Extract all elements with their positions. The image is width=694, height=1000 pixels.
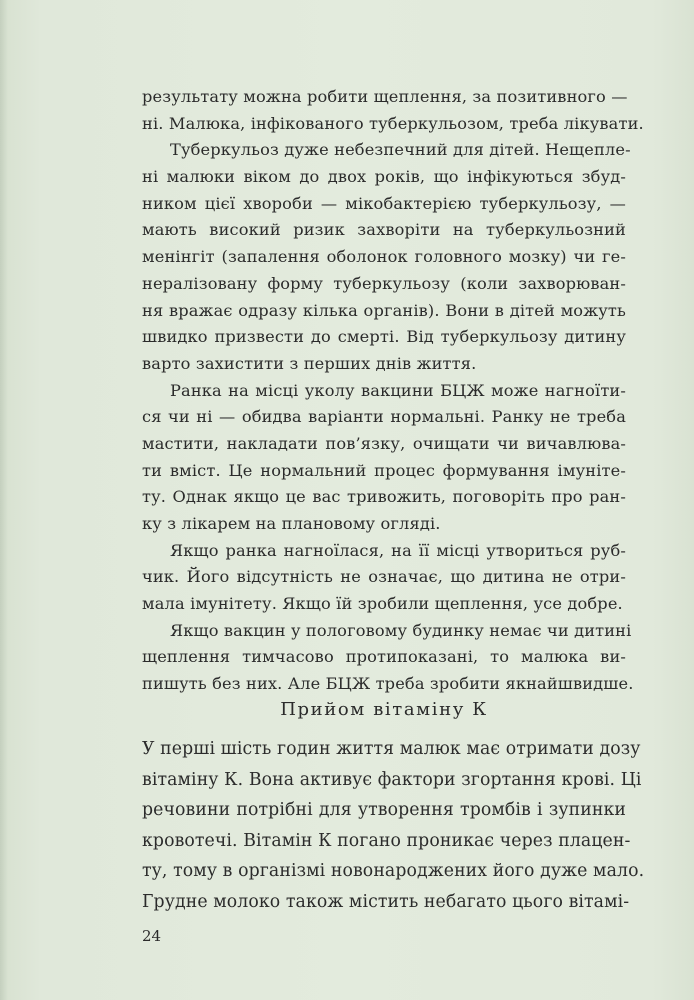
text-line: У перші шість годин життя малюк має отримати дозу [142, 739, 641, 759]
text-line: ся чи ні — обидва варіанти нормальні. Ранку не треба [142, 407, 626, 427]
text-line: Туберкульоз дуже небезпечний для дітей. Нещепле- [170, 140, 631, 160]
text-line: ту. Однак якщо це вас тривожить, поговоріть про ран- [142, 487, 626, 507]
text-line: ку з лікарем на плановому огляді. [142, 514, 441, 533]
page-number: 24 [142, 927, 162, 945]
text-line: ня вражає одразу кілька органів). Вони в дітей можуть [142, 300, 626, 320]
spine-shadow [0, 0, 8, 1000]
text-line: ні малюки віком до двох років, що інфікуються збуд- [142, 167, 626, 187]
text-line: речовини потрібні для утворення тромбів і зупинки [142, 800, 626, 821]
text-line: ником цієї хвороби — мікобактерією туберкульозу, — [142, 193, 626, 213]
text-line: менінгіт (запалення оболонок головного мозку) чи ге- [142, 247, 626, 267]
text-line: результату можна робити щеплення, за позитивного — [142, 87, 628, 106]
text-line: Грудне молоко також містить небагато цього вітамі- [142, 891, 630, 912]
text-line: Якщо вакцин у пологовому будинку немає чи дитині [170, 620, 632, 640]
body-text [142, 84, 644, 698]
text-line: ти вміст. Це нормальний процес формування імуніте- [142, 460, 626, 480]
section-heading: Прийом вітаміну К [280, 699, 488, 720]
text-line: Якщо ранка нагноїлася, на її місці утвориться руб- [170, 540, 626, 560]
text-line: швидко призвести до смерті. Від туберкульозу дитину [142, 327, 626, 347]
text-line: вітаміну К. Вона активує фактори згортання крові. Ці [142, 769, 642, 790]
section-text [142, 734, 645, 918]
text-line: чик. Його відсутність не означає, що дитина не отри- [142, 567, 626, 587]
text-line: нералізовану форму туберкульозу (коли захворюван- [142, 273, 626, 293]
text-line: мастити, накладати пов’язку, очищати чи вичавлюва- [142, 433, 626, 453]
text-line: ту, тому в організмі новонароджених його дуже мало. [142, 861, 645, 882]
text-line: мала імунітету. Якщо їй зробили щеплення, усе добре. [142, 594, 623, 614]
text-line: кровотечі. Вітамін К погано проникає через плацен- [142, 830, 631, 851]
text-line: Ранка на місці уколу вакцини БЦЖ може нагноїти- [170, 380, 626, 400]
text-line: щеплення тимчасово протипоказані, то малюка ви- [142, 647, 626, 667]
text-line: пишуть без них. Але БЦЖ треба зробити якнайшвидше. [142, 674, 634, 694]
text-line: мають високий ризик захворіти на туберкульозний [142, 220, 626, 240]
text-line: варто захистити з перших днів життя. [142, 353, 477, 373]
text-line: ні. Малюка, інфікованого туберкульозом, треба лікувати. [142, 113, 644, 133]
